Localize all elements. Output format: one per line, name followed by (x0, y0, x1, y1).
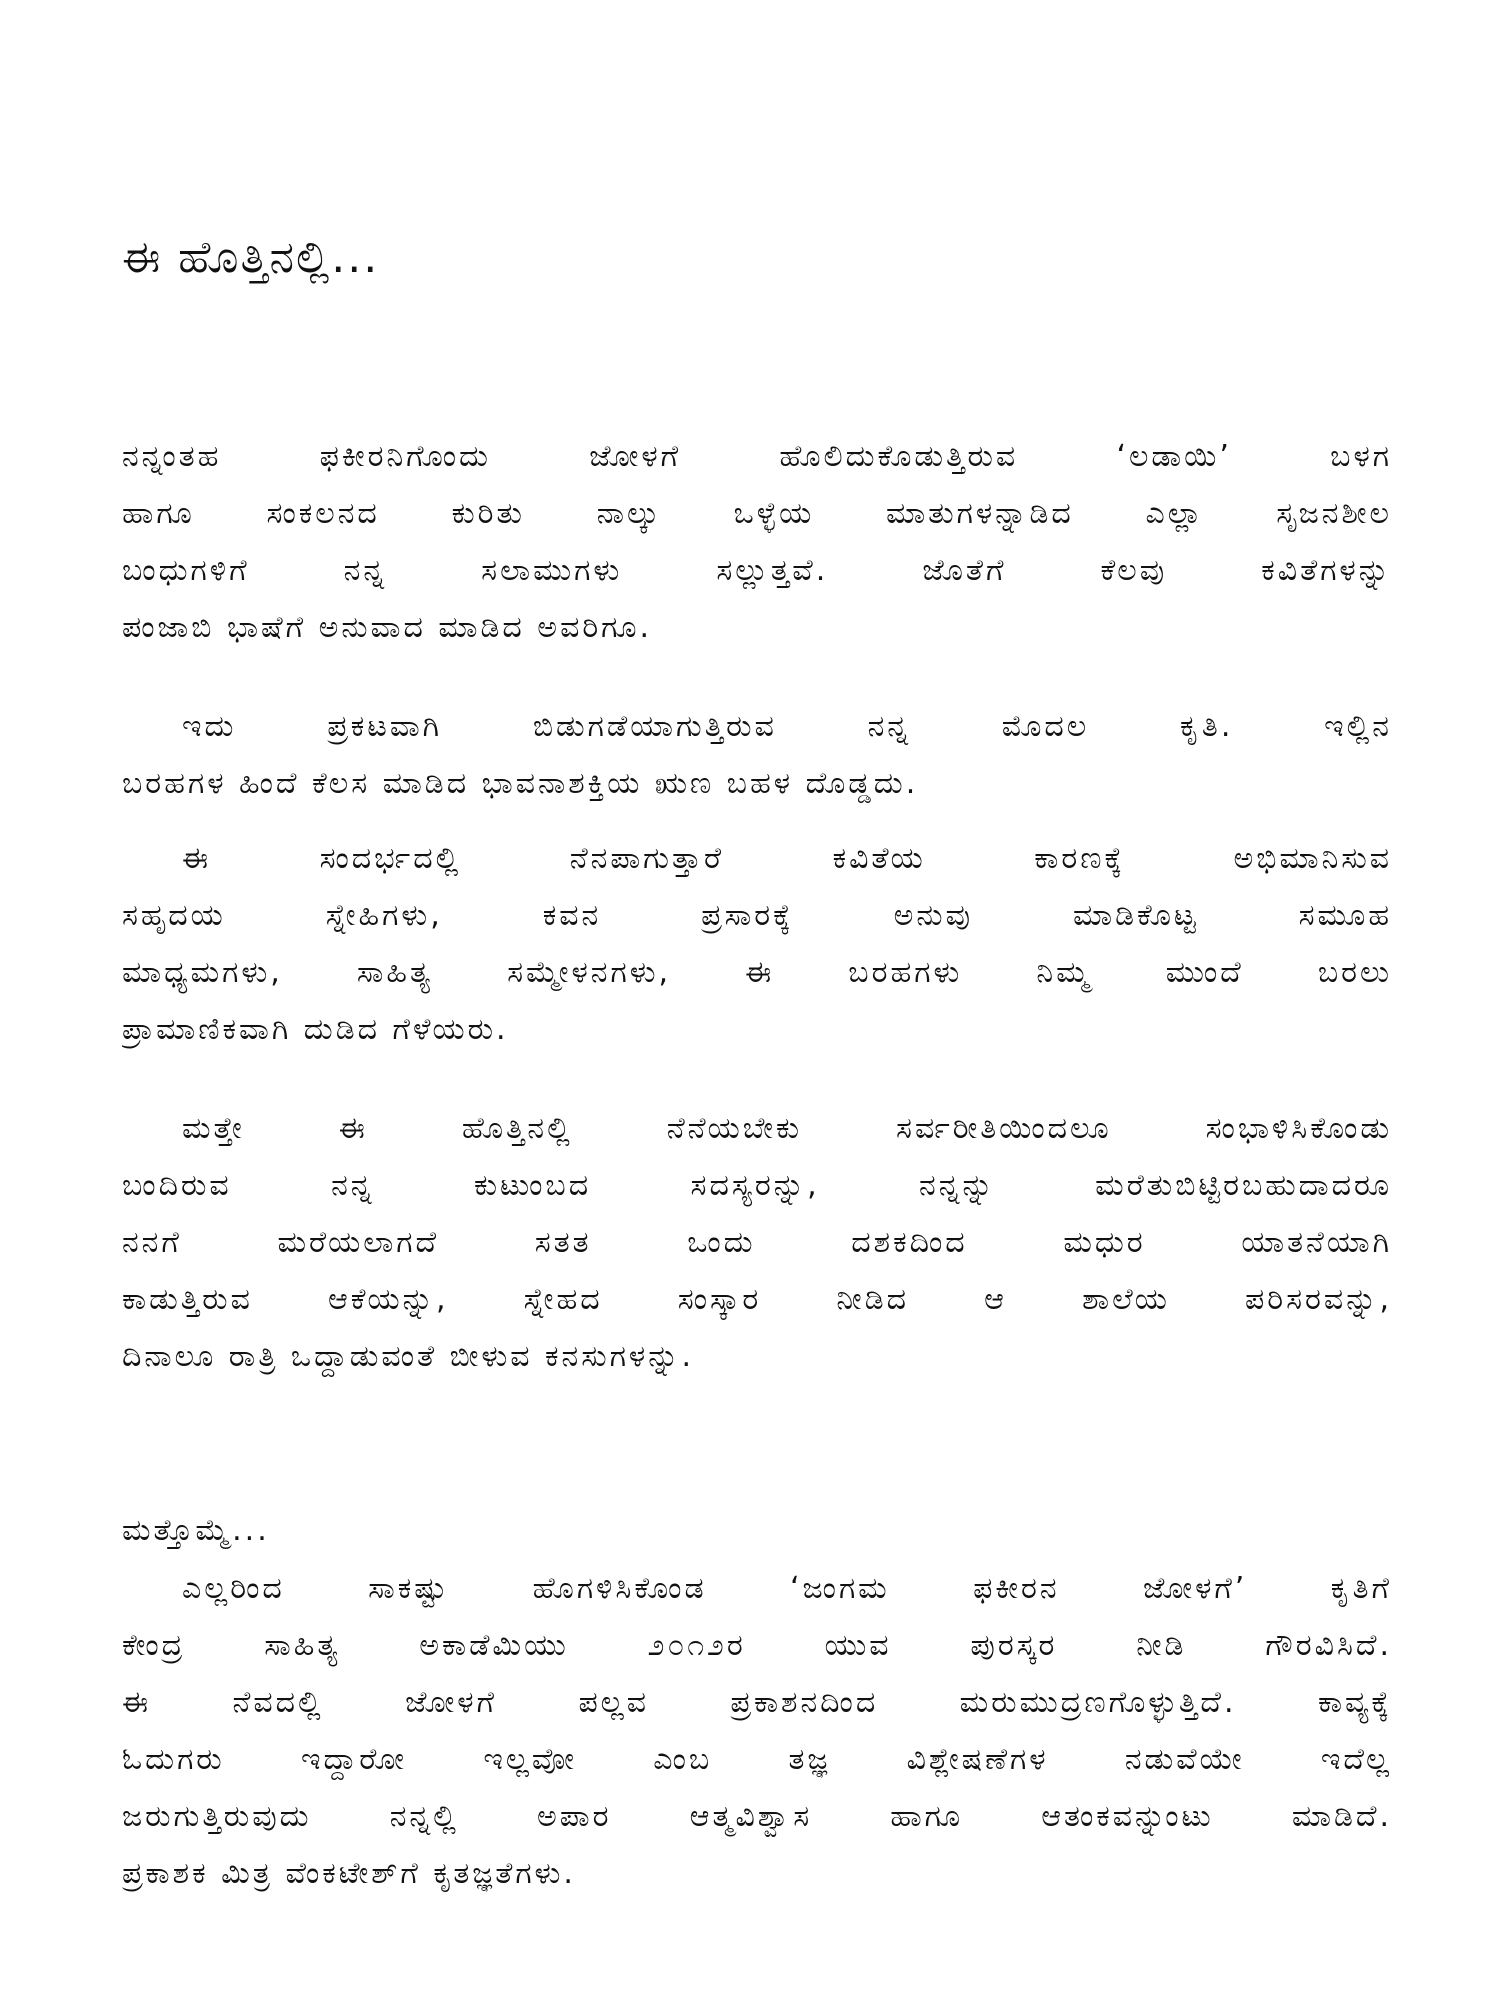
text-line: ಕೇಂದ್ರ ಸಾಹಿತ್ಯ ಅಕಾಡೆಮಿಯು ೨೦೧೨ರ ಯುವ ಪುರಸ್ಕರ ನೀಡಿ ಗೌರವಿಸಿದೆ. (122, 1628, 1392, 1663)
text-line: ಇದು ಪ್ರಕಟವಾಗಿ ಬಿಡುಗಡೆಯಾಗುತ್ತಿರುವ ನನ್ನ ಮೊದಲ ಕೃತಿ. ಇಲ್ಲಿನ (182, 709, 1392, 744)
text-line: ಪ್ರಕಾಶಕ ಮಿತ್ರ ವೆಂಕಟೇಶ್‌ಗೆ ಕೃತಜ್ಞತೆಗಳು. (122, 1856, 576, 1891)
page-title: ಈ ಹೊತ್ತಿನಲ್ಲಿ... (122, 232, 380, 283)
paragraph-6 (122, 1560, 1392, 1902)
text-line: ಬಂದಿರುವ ನನ್ನ ಕುಟುಂಬದ ಸದಸ್ಯರನ್ನು, ನನ್ನನ್ನು ಮರೆತುಬಿಟ್ಟಿರಬಹುದಾದರೂ (122, 1168, 1392, 1203)
text-line: ಪಂಜಾಬಿ ಭಾಷೆಗೆ ಅನುವಾದ ಮಾಡಿದ ಅವರಿಗೂ. (122, 610, 653, 645)
paragraph-1 (122, 428, 1392, 656)
paragraph-4 (122, 1100, 1392, 1385)
paragraph-3 (122, 830, 1392, 1058)
text-line: ದಿನಾಲೂ ರಾತ್ರಿ ಒದ್ದಾಡುವಂತೆ ಬೀಳುವ ಕನಸುಗಳನ್ನು. (122, 1339, 695, 1374)
text-line: ಜರುಗುತ್ತಿರುವುದು ನನ್ನಲ್ಲಿ ಅಪಾರ ಆತ್ಮವಿಶ್ವಾಸ ಹಾಗೂ ಆತಂಕವನ್ನುಂಟು ಮಾಡಿದೆ. (122, 1799, 1392, 1834)
text-line: ನನ್ನಂತಹ ಫಕೀರನಿಗೊಂದು ಜೋಳಗೆ ಹೊಲಿದುಕೊಡುತ್ತಿರುವ ‘ಲಡಾಯಿ’ ಬಳಗ (122, 439, 1392, 474)
text-line: ಈ ಸಂದರ್ಭದಲ್ಲಿ ನೆನಪಾಗುತ್ತಾರೆ ಕವಿತೆಯ ಕಾರಣಕ್ಕೆ ಅಭಿಮಾನಿಸುವ (182, 841, 1392, 876)
text-line: ಬಂಧುಗಳಿಗೆ ನನ್ನ ಸಲಾಮುಗಳು ಸಲ್ಲುತ್ತವೆ. ಜೊತೆಗೆ ಕೆಲವು ಕವಿತೆಗಳನ್ನು (122, 553, 1392, 588)
text-line: ಬರಹಗಳ ಹಿಂದೆ ಕೆಲಸ ಮಾಡಿದ ಭಾವನಾಶಕ್ತಿಯ ಋಣ ಬಹಳ ದೊಡ್ಡದು. (122, 766, 919, 801)
text-line: ಕಾಡುತ್ತಿರುವ ಆಕೆಯನ್ನು, ಸ್ನೇಹದ ಸಂಸ್ಕಾರ ನೀಡಿದ ಆ ಶಾಲೆಯ ಪರಿಸರವನ್ನು, (122, 1282, 1392, 1317)
text-line: ಓದುಗರು ಇದ್ದಾರೋ ಇಲ್ಲವೋ ಎಂಬ ತಜ್ಞ ವಿಶ್ಲೇಷಣೆಗಳ ನಡುವೆಯೇ ಇದೆಲ್ಲ (122, 1742, 1392, 1777)
text-line: ಮಾಧ್ಯಮಗಳು, ಸಾಹಿತ್ಯ ಸಮ್ಮೇಳನಗಳು, ಈ ಬರಹಗಳು ನಿಮ್ಮ ಮುಂದೆ ಬರಲು (122, 955, 1392, 990)
paragraph-2 (122, 698, 1392, 812)
section-heading (122, 1502, 1392, 1559)
text-line: ಪ್ರಾಮಾಣಿಕವಾಗಿ ದುಡಿದ ಗೆಳೆಯರು. (122, 1012, 509, 1047)
text-line: ಹಾಗೂ ಸಂಕಲನದ ಕುರಿತು ನಾಲ್ಕು ಒಳ್ಳೆಯ ಮಾತುಗಳನ್ನಾಡಿದ ಎಲ್ಲಾ ಸೃಜನಶೀಲ (122, 496, 1392, 531)
text-line: ಸಹೃದಯ ಸ್ನೇಹಿಗಳು, ಕವನ ಪ್ರಸಾರಕ್ಕೆ ಅನುವು ಮಾಡಿಕೊಟ್ಟ ಸಮೂಹ (122, 898, 1392, 933)
text-line: ಎಲ್ಲರಿಂದ ಸಾಕಷ್ಟು ಹೊಗಳಿಸಿಕೊಂಡ ‘ಜಂಗಮ ಫಕೀರನ ಜೋಳಗೆ’ ಕೃತಿಗೆ (182, 1571, 1392, 1606)
text-line: ಮತ್ತೇ ಈ ಹೊತ್ತಿನಲ್ಲಿ ನೆನೆಯಬೇಕು ಸರ್ವರೀತಿಯಿಂದಲೂ ಸಂಭಾಳಿಸಿಕೊಂಡು (182, 1111, 1392, 1146)
text-line: ಈ ನೆವದಲ್ಲಿ ಜೋಳಗೆ ಪಲ್ಲವ ಪ್ರಕಾಶನದಿಂದ ಮರುಮುದ್ರಣಗೊಳ್ಳುತ್ತಿದೆ. ಕಾವ್ಯಕ್ಕೆ (122, 1685, 1392, 1720)
text-line: ಮತ್ತೊಮ್ಮೆ... (122, 1513, 270, 1548)
text-line: ನನಗೆ ಮರೆಯಲಾಗದೆ ಸತತ ಒಂದು ದಶಕದಿಂದ ಮಧುರ ಯಾತನೆಯಾಗಿ (122, 1225, 1392, 1260)
